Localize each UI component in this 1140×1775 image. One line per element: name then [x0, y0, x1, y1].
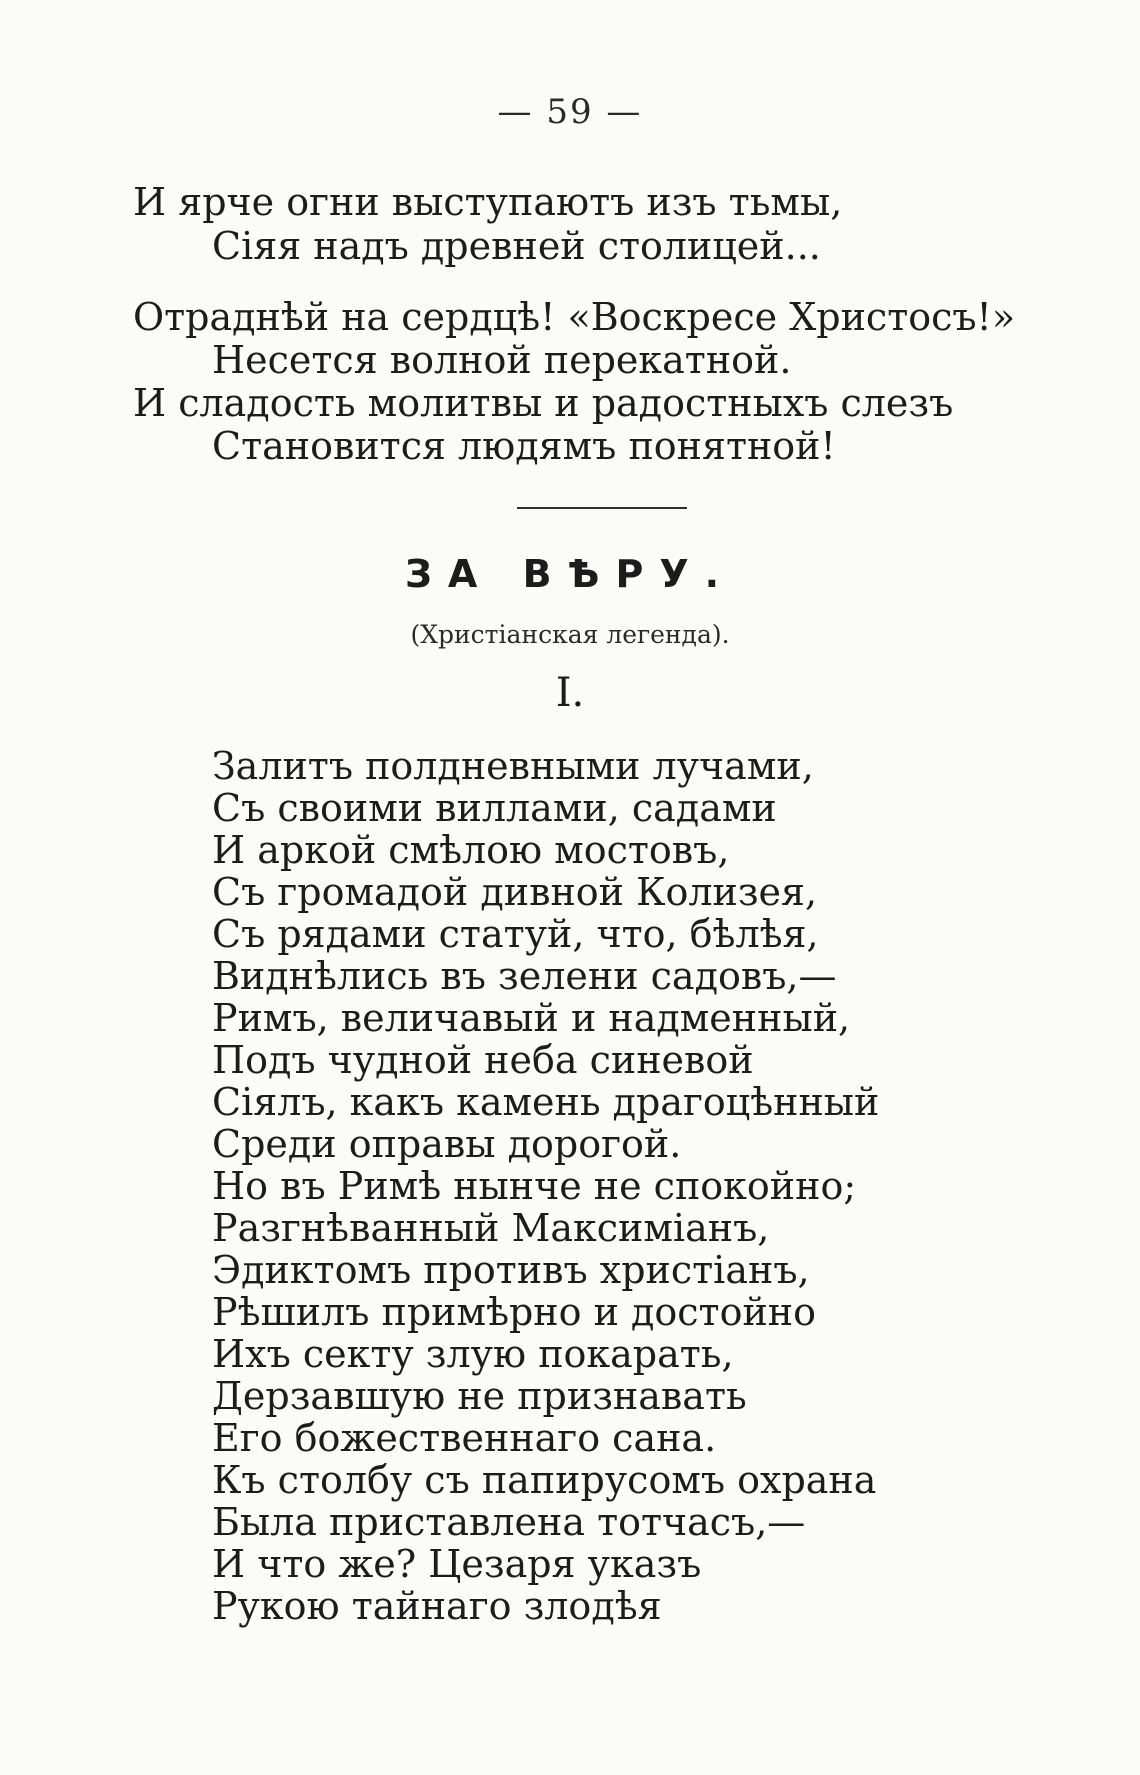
- verse-line: Рѣшилъ примѣрно и достойно: [212, 1290, 816, 1334]
- verse-line: Къ столбу съ папирусомъ охрана: [212, 1458, 877, 1502]
- verse-line: И ярче огни выступаютъ изъ тьмы,: [133, 180, 843, 224]
- verse-line: Среди оправы дорогой.: [212, 1122, 682, 1166]
- verse-line: Римъ, величавый и надменный,: [212, 996, 851, 1040]
- verse-line: Отраднѣй на сердцѣ! «Воскресе Христосъ!»: [133, 295, 1016, 339]
- verse-line: Залитъ полдневными лучами,: [212, 744, 814, 788]
- verse-line: Несется волной перекатной.: [212, 338, 792, 382]
- verse-line: Его божественнаго сана.: [212, 1416, 717, 1460]
- verse-line: Но въ Римѣ нынче не спокойно;: [212, 1164, 857, 1208]
- verse-line: Дерзавшую не признавать: [212, 1374, 747, 1418]
- verse-line: Подъ чудной неба синевой: [212, 1038, 754, 1082]
- verse-line: Рукою тайнаго злодѣя: [212, 1584, 662, 1628]
- verse-line: Становится людямъ понятной!: [212, 424, 836, 468]
- verse-line: Сіялъ, какъ камень драгоцѣнный: [212, 1080, 880, 1124]
- verse-line: Съ громадой дивной Колизея,: [212, 870, 818, 914]
- section-divider: [517, 507, 687, 509]
- poem-title: ЗА ВѢРУ.: [404, 552, 736, 596]
- verse-line: Виднѣлись въ зелени садовъ,—: [212, 954, 837, 998]
- verse-line: Съ своими виллами, садами: [212, 786, 777, 830]
- verse-line: Разгнѣванный Максиміанъ,: [212, 1206, 770, 1250]
- poem-subtitle: (Христіанская легенда).: [410, 620, 730, 649]
- verse-line: Эдиктомъ противъ христіанъ,: [212, 1248, 810, 1292]
- verse-line: Была приставлена тотчасъ,—: [212, 1500, 806, 1544]
- verse-line: И что же? Цезаря указъ: [212, 1542, 702, 1586]
- page-number: — 59 —: [497, 92, 643, 132]
- part-number: I.: [555, 670, 585, 716]
- verse-line: Сіяя надъ древней столицей...: [212, 224, 821, 268]
- verse-line: Ихъ секту злую покарать,: [212, 1332, 734, 1376]
- verse-line: И сладость молитвы и радостныхъ слезъ: [133, 381, 954, 425]
- verse-line: И аркой смѣлою мостовъ,: [212, 828, 730, 872]
- verse-line: Съ рядами статуй, что, бѣлѣя,: [212, 912, 819, 956]
